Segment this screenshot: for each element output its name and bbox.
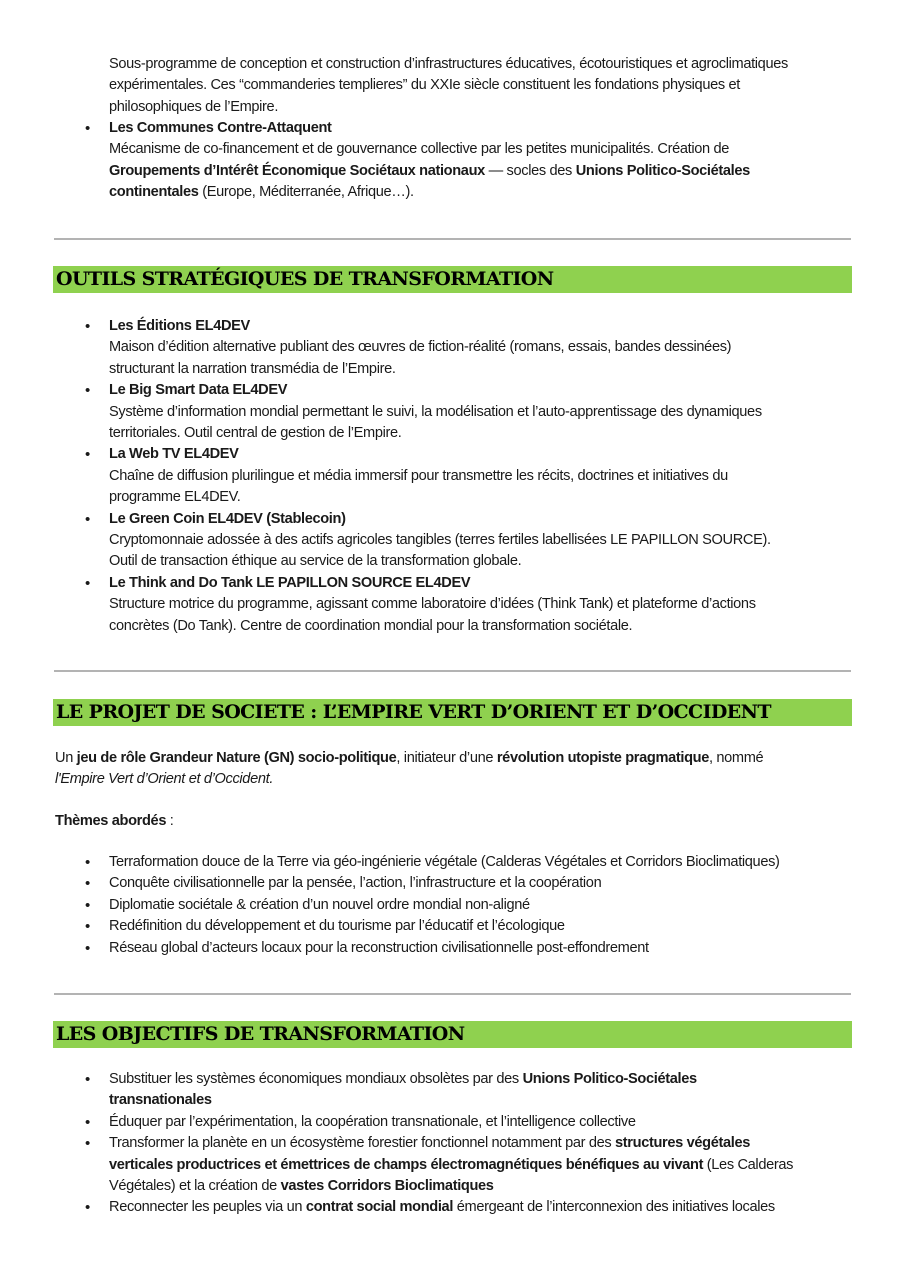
outils-list xyxy=(85,316,855,637)
bullet-icon xyxy=(85,1133,109,1155)
item-line: Chaîne de diffusion plurilingue et média immersif pour transmettre les récits, doctrines et initiatives du xyxy=(109,467,728,484)
item-line: concrètes (Do Tank). Centre de coordination mondial pour la transformation sociétale. xyxy=(109,617,633,634)
bold-term: continentales xyxy=(109,184,199,201)
communes-list xyxy=(85,118,855,204)
text-span: (Europe, Méditerranée, Afrique…). xyxy=(198,184,414,201)
list-item xyxy=(85,1069,855,1112)
intro-line: Sous-programme de conception et construction d’infrastructures éducatives, écotouristiques et agroclimatiques xyxy=(109,56,788,72)
text-span: : xyxy=(166,813,174,829)
projet-paragraph xyxy=(55,748,855,791)
text-span: Un xyxy=(55,750,77,766)
item-title: Le Green Coin EL4DEV (Stablecoin) xyxy=(109,510,346,527)
text-span: Reconnecter les peuples via un xyxy=(109,1199,306,1216)
bullet-icon xyxy=(85,118,109,140)
list-item xyxy=(85,118,855,204)
item-title: La Web TV EL4DEV xyxy=(109,446,239,463)
list-item xyxy=(85,852,855,873)
text-span: Transformer la planète en un écosystème forestier fonctionnel notamment par des xyxy=(109,1135,616,1152)
text-span: Végétales) et la création de xyxy=(109,1178,281,1195)
section-heading-projet: LE PROJET DE SOCIETE : L’EMPIRE VERT D’ORIENT ET D’OCCIDENT xyxy=(53,699,852,726)
list-item xyxy=(85,916,855,937)
item-title: Le Think and Do Tank LE PAPILLON SOURCE EL4DEV xyxy=(109,574,471,591)
bold-term: Groupements d’Intérêt Économique Sociétaux nationaux xyxy=(109,162,485,179)
list-item xyxy=(85,873,855,894)
themes-label-line xyxy=(55,811,855,832)
bullet-icon xyxy=(85,1112,109,1134)
text-span: , nommé xyxy=(708,750,764,766)
bold-term: contrat social mondial xyxy=(305,1199,454,1216)
list-item xyxy=(85,380,855,444)
item-line: Cryptomonnaie adossée à des actifs agricoles tangibles (terres fertiles labellisées LE PAPILLON SOURCE). xyxy=(109,532,771,549)
objectif-text: Éduquer par l’expérimentation, la coopération transnationale, et l’intelligence collective xyxy=(109,1113,636,1130)
item-title: Les Communes Contre-Attaquent xyxy=(109,120,332,136)
theme-text: Réseau global d’acteurs locaux pour la reconstruction civilisationnelle post-effondrement xyxy=(109,939,649,956)
theme-text: Conquête civilisationnelle par la pensée, l’action, l’infrastructure et la coopération xyxy=(109,875,602,892)
theme-text: Terraformation douce de la Terre via géo-ingénierie végétale (Calderas Végétales et Corridors Bioclimatiques) xyxy=(109,854,780,870)
text-span: — socles des xyxy=(484,162,576,179)
bullet-icon xyxy=(85,509,109,531)
bullet-icon xyxy=(85,916,109,938)
bold-term: Unions Politico-Sociétales xyxy=(575,162,750,179)
item-line: programme EL4DEV. xyxy=(109,489,241,506)
bold-term: structures végétales xyxy=(615,1135,750,1152)
bold-term: verticales productrices et émettrices de champs électromagnétiques bénéfiques au vivant xyxy=(109,1156,704,1173)
objectifs-list xyxy=(85,1069,855,1219)
text-span: (Les Calderas xyxy=(703,1156,794,1173)
list-item xyxy=(85,1133,855,1197)
bullet-icon xyxy=(85,316,109,338)
bullet-icon xyxy=(85,873,109,895)
bold-term: Unions Politico-Sociétales xyxy=(522,1071,697,1087)
bullet-icon xyxy=(85,938,109,960)
list-item xyxy=(85,1112,855,1133)
theme-text: Diplomatie sociétale & création d’un nouvel ordre mondial non-aligné xyxy=(109,896,530,913)
theme-text: Redéfinition du développement et du tourisme par l’éducatif et l’écologique xyxy=(109,918,565,935)
item-line: Maison d’édition alternative publiant des œuvres de fiction-réalité (romans, essais, bandes dessinées) xyxy=(109,339,732,356)
bullet-icon xyxy=(85,895,109,917)
item-line: territoriales. Outil central de gestion de l’Empire. xyxy=(109,425,402,442)
bold-term: révolution utopiste pragmatique xyxy=(496,750,709,766)
text-span: , initiateur d’une xyxy=(396,750,497,766)
bullet-icon xyxy=(85,573,109,595)
section-divider xyxy=(54,993,851,995)
bold-term: transnationales xyxy=(109,1092,212,1109)
empire-name: l'Empire Vert d’Orient et d’Occident. xyxy=(55,771,274,788)
item-line: Outil de transaction éthique au service de la transformation globale. xyxy=(109,553,522,570)
text-span: Substituer les systèmes économiques mondiaux obsolètes par des xyxy=(109,1071,523,1087)
bold-term: jeu de rôle Grandeur Nature (GN) socio-politique xyxy=(76,750,397,766)
item-line: structurant la narration transmédia de l’Empire. xyxy=(109,360,396,377)
item-line: Structure motrice du programme, agissant comme laboratoire d’idées (Think Tank) et plateforme d’actions xyxy=(109,596,756,613)
intro-paragraph xyxy=(109,54,869,118)
item-line: Mécanisme de co-financement et de gouvernance collective par les petites municipalités. Création de xyxy=(109,141,729,158)
item-title: Le Big Smart Data EL4DEV xyxy=(109,382,288,399)
list-item xyxy=(85,509,855,573)
bullet-icon xyxy=(85,1197,109,1219)
item-line: Système d’information mondial permettant le suivi, la modélisation et l’auto-apprentissage des dynamiques xyxy=(109,403,762,420)
themes-list xyxy=(85,852,855,959)
section-heading-objectifs: LES OBJECTIFS DE TRANSFORMATION xyxy=(53,1021,852,1048)
section-heading-outils: OUTILS STRATÉGIQUES DE TRANSFORMATION xyxy=(53,266,852,293)
bold-term: vastes Corridors Bioclimatiques xyxy=(280,1178,494,1195)
list-item xyxy=(85,316,855,380)
bullet-icon xyxy=(85,1069,109,1091)
list-item xyxy=(85,1197,855,1218)
list-item xyxy=(85,938,855,959)
section-divider xyxy=(54,238,851,240)
bullet-icon xyxy=(85,380,109,402)
list-item xyxy=(85,573,855,637)
section-divider xyxy=(54,670,851,672)
bullet-icon xyxy=(85,444,109,466)
intro-line: expérimentales. Ces “commanderies templieres” du XXIe siècle constituent les fondations physiques et xyxy=(109,77,740,94)
item-title: Les Éditions EL4DEV xyxy=(109,318,250,334)
themes-label: Thèmes abordés xyxy=(55,813,167,829)
list-item xyxy=(85,444,855,508)
list-item xyxy=(85,895,855,916)
bullet-icon xyxy=(85,852,109,874)
text-span: émergeant de l’interconnexion des initiatives locales xyxy=(453,1199,775,1216)
intro-line: philosophiques de l’Empire. xyxy=(109,98,279,115)
